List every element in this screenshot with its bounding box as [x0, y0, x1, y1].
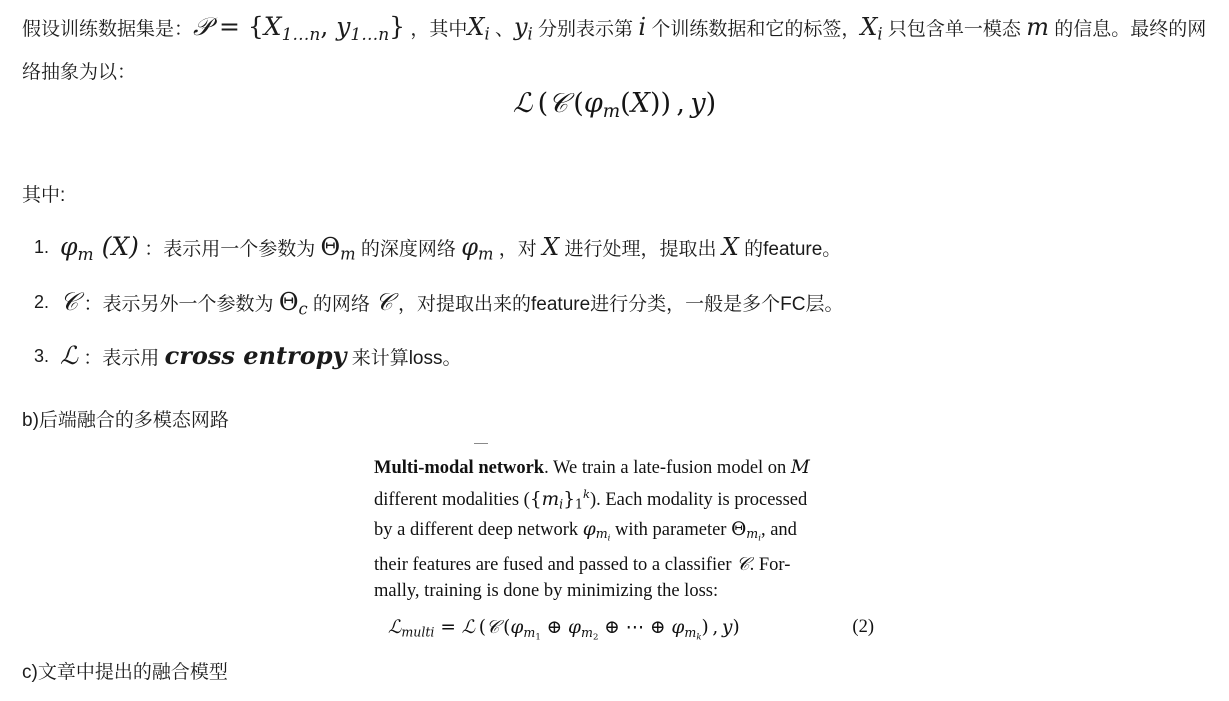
excerpt-line-2-a: different modalities (	[374, 489, 530, 510]
math-modality-set: $\{m_i\}_1^k$	[529, 486, 590, 512]
list-item-text-a: ：表示另外一个参数为	[83, 293, 274, 315]
excerpt-line-4-b: . For-	[749, 555, 791, 576]
list-item-number: 3.	[34, 346, 50, 367]
intro-paragraph	[22, 8, 1217, 92]
definition-list	[22, 232, 1202, 391]
intro-text-6: 只包含单一模态	[887, 19, 1021, 40]
scan-tick-mark	[474, 443, 488, 444]
math-capital-m: M	[790, 457, 810, 478]
math-classifier-c: 𝒞	[60, 286, 79, 316]
math-classifier-c-2: 𝒞	[375, 287, 393, 316]
math-phi-m-x: $\varphi_m$ (X)	[60, 232, 139, 265]
math-phi-m-i: $\varphi_{m_i}$	[582, 518, 611, 544]
math-x-1: X	[542, 233, 560, 261]
excerpt-line-3-c: , and	[760, 519, 797, 540]
equation-1-symbol: ℒ	[512, 88, 533, 119]
list-item-text-a: ：表示用一个参数为	[144, 239, 316, 260]
excerpt-line-3-b: with parameter	[610, 519, 732, 540]
math-training-set: 𝒫 = {$X_{1\dots n}$, $y_{1\dots n}$}	[193, 12, 406, 45]
section-c-label: c)文章中提出的融合模型	[22, 662, 228, 683]
excerpt-line-1	[374, 455, 874, 482]
intro-text-1: 假设训练数据集是：	[22, 19, 194, 40]
math-cross-entropy: cross entropy	[164, 341, 347, 371]
equation-number: (2)	[852, 617, 874, 638]
list-item-text-d: 进行处理，提取出	[564, 239, 717, 260]
list-item-text-b: 的深度网络	[360, 239, 456, 260]
math-l-multi: ℒ$_{multi}$	[388, 617, 435, 640]
math-loss-l: ℒ	[60, 341, 79, 371]
excerpt-line-4	[374, 552, 874, 579]
excerpt-line-2-b: ). Each modality is processed	[589, 489, 808, 510]
math-phi-m: $\varphi_m$	[461, 233, 494, 264]
math-theta-m-i: $\Theta_{m_i}$	[731, 518, 761, 544]
math-x-2: X	[721, 233, 739, 261]
list-item-text-c: ，对提取出来的feature进行分类，一般是多个FC层。	[398, 293, 844, 315]
math-x-i-2: $X_i$	[860, 13, 883, 44]
intro-text-5: 个训练数据和它的标签，	[651, 19, 861, 40]
list-item	[22, 232, 1202, 270]
excerpt-line-3	[374, 517, 874, 552]
intro-text-2: ，其中	[410, 19, 468, 40]
list-item-number: 2.	[34, 291, 50, 312]
list-item-text-a: ：表示用	[83, 348, 160, 370]
math-m: m	[1026, 13, 1049, 41]
list-item	[22, 341, 1202, 374]
list-item	[22, 287, 1202, 325]
where-label: 其中:	[22, 185, 66, 206]
math-theta-c: $\Theta_c$	[278, 287, 308, 319]
list-item-number: 1.	[34, 237, 50, 257]
intro-text-7: 的信息。最终的网络抽象为以：	[22, 19, 1207, 83]
list-item-text-b: 来计算loss。	[351, 348, 462, 370]
math-y-i: $y_i$	[513, 13, 533, 44]
display-equation-1: ℒ (𝒞 $(\varphi_m(X))$ , y)	[512, 88, 717, 123]
excerpt-line-3-a: by a different deep network	[374, 519, 583, 540]
intro-text-4: 分别表示第	[538, 19, 634, 40]
list-item-text-e: 的feature。	[744, 239, 842, 260]
list-item-text-b: 的网络	[312, 293, 370, 315]
excerpt-title: Multi-modal network	[374, 458, 545, 478]
excerpt-equation-2: ℒ$_{multi}$ = ℒ (𝒞 ($\varphi_{m_1}$ ⊕ $\varphi_{m_2}$ ⊕ ⋯ ⊕ $\varphi_{m_k}$) , y) (2)	[388, 617, 874, 642]
section-b-label: b)后端融合的多模态网路	[22, 410, 229, 431]
excerpt-line-4-a: their features are fused and passed to a classifier	[374, 555, 737, 576]
math-theta-m: $\Theta_m$	[320, 233, 356, 264]
math-x-i: $X_i$	[467, 13, 490, 44]
intro-text-3: 、	[494, 19, 514, 40]
list-item-text-c: ，对	[498, 239, 537, 260]
excerpt-line-1-rest: . We train a late-fusion model on	[544, 458, 791, 478]
math-i: i	[638, 13, 647, 41]
paper-excerpt	[374, 455, 874, 650]
math-classifier-c-3: 𝒞	[736, 554, 750, 576]
excerpt-line-5: mally, training is done by minimizing the loss:	[374, 580, 719, 601]
excerpt-line-2	[374, 482, 874, 517]
